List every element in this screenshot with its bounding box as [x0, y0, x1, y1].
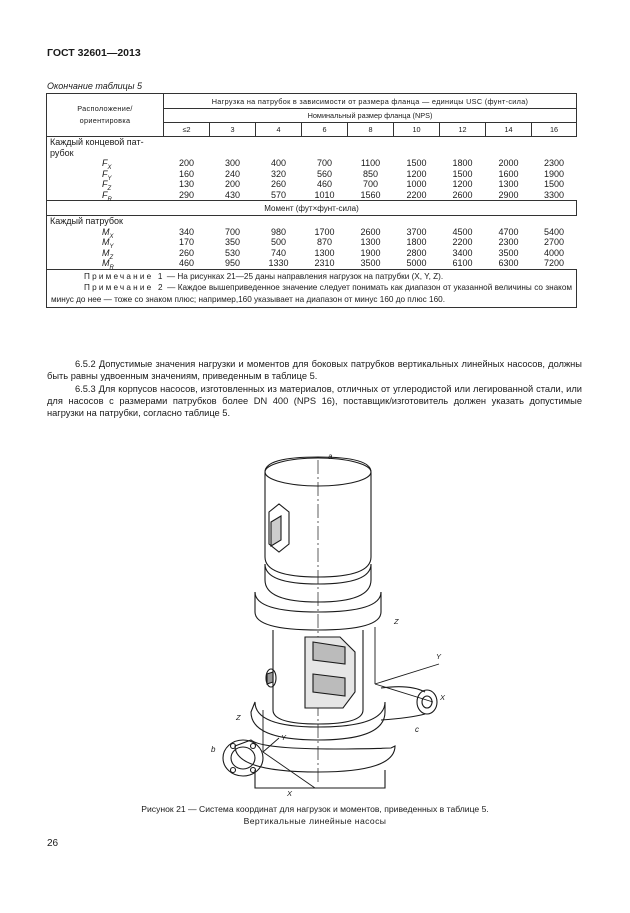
table-cell: 2310	[314, 258, 335, 268]
table-cell: 130	[178, 179, 195, 189]
value-column	[302, 137, 348, 201]
value-column	[210, 137, 256, 201]
table-cell: 2200	[452, 237, 473, 247]
table-cell: 1300	[360, 237, 381, 247]
table-cell: 2600	[452, 189, 473, 200]
flange-right	[417, 690, 437, 714]
size-cell: 4	[256, 123, 302, 137]
table-cell: 1500	[406, 158, 427, 168]
table-cell: 2800	[406, 247, 427, 258]
table-cell: 1900	[360, 247, 381, 258]
table-cell: 170	[178, 237, 195, 247]
value-column	[348, 137, 394, 201]
table-cell: 260	[270, 179, 287, 189]
size-cell: 3	[210, 123, 256, 137]
pump-figure	[195, 452, 455, 798]
value-column	[256, 137, 302, 201]
table-cell: 870	[316, 237, 333, 247]
table-cell: 950	[224, 258, 241, 268]
moment-group-row	[47, 216, 577, 270]
value-column	[302, 216, 348, 270]
value-column	[256, 216, 302, 270]
location-header: Расположение/ ориентировка	[47, 94, 164, 137]
table-cell: 2200	[406, 189, 427, 200]
table-cell: 200	[178, 158, 195, 168]
table-cell: 320	[270, 168, 287, 179]
table-cell: 850	[362, 168, 379, 179]
table-cell: 1900	[544, 168, 565, 179]
row-symbol: $F_Y$	[102, 168, 112, 182]
table-cell: 4500	[452, 226, 473, 237]
size-cell: 16	[532, 123, 577, 137]
table-cell: 2000	[498, 158, 519, 168]
table-cell: 980	[270, 226, 287, 237]
axis-y-2: Y	[281, 733, 287, 742]
value-column	[210, 216, 256, 270]
table-cell: 500	[270, 237, 287, 247]
table-cell: 160	[178, 168, 195, 179]
value-column	[532, 216, 577, 270]
size-cell: 10	[394, 123, 440, 137]
axis-x-2: X	[287, 789, 293, 798]
load-header: Нагрузка на патрубок в зависимости от размера фланца — единицы USC (фунт-сила)	[164, 94, 577, 109]
document-header: ГОСТ 32601—2013	[47, 47, 141, 59]
axis-z-2: Z	[236, 713, 241, 722]
table-cell: 5400	[544, 226, 565, 237]
table-cell: 6300	[498, 258, 519, 268]
table-cell: 340	[178, 226, 195, 237]
row-symbol: $M_R$	[102, 258, 114, 271]
table-cell: 560	[316, 168, 333, 179]
table-cell: 7200	[544, 258, 565, 268]
size-cell: 14	[486, 123, 532, 137]
table-cell: 4700	[498, 226, 519, 237]
table-cell: 1010	[314, 189, 335, 200]
value-column	[532, 137, 577, 201]
label-c: c	[415, 725, 419, 734]
value-column	[394, 216, 440, 270]
flange-left	[223, 740, 263, 776]
row-symbol: $M_Y$	[102, 237, 114, 250]
value-column	[164, 137, 210, 201]
table-cell: 1330	[268, 258, 289, 268]
size-cell: 12	[440, 123, 486, 137]
nps-header: Номинальный размер фланца (NPS)	[164, 109, 577, 123]
figure-subcaption: Вертикальные линейные насосы	[243, 816, 387, 826]
table-cell: 700	[362, 179, 379, 189]
force_group-labels: Каждый концевой пат- рубок $F_X$ $F_Y$ $F_Z$ $F_R$	[47, 137, 164, 201]
table-notes	[47, 269, 577, 308]
note-1: Примечание 1 — На рисунках 21—25 даны направления нагрузок на патрубки (X, Y, Z).	[84, 271, 444, 281]
table-cell: 1000	[406, 179, 427, 189]
axis-y-1: Y	[436, 652, 442, 661]
table-cell: 2600	[360, 226, 381, 237]
table-cell: 3500	[498, 247, 519, 258]
table-cell: 290	[178, 189, 195, 200]
table-cell: 5000	[406, 258, 427, 268]
value-column	[486, 216, 532, 270]
table-cell: 700	[316, 158, 333, 168]
figure-caption: Рисунок 21 — Система координат для нагрузок и моментов, приведенных в таблице 5.	[141, 804, 489, 814]
table-cell: 1100	[360, 158, 381, 168]
table-cell: 3400	[452, 247, 473, 258]
table-cell: 4000	[544, 247, 565, 258]
row-symbol: $F_R$	[102, 189, 112, 203]
table-cell: 2300	[544, 158, 565, 168]
table-cell: 1300	[314, 247, 335, 258]
table-cell: 1800	[452, 158, 473, 168]
moment_group-labels: Каждый патрубок $M_X$ $M_Y$ $M_Z$ $M_R$	[47, 216, 164, 270]
table-cell: 1700	[314, 226, 335, 237]
row-symbol: $F_Z$	[102, 179, 112, 192]
table-cell: 2700	[544, 237, 565, 247]
table-cell: 6100	[452, 258, 473, 268]
table-5	[46, 93, 577, 308]
table-caption: Окончание таблицы 5	[47, 81, 142, 91]
table-cell: 240	[224, 168, 241, 179]
value-column	[164, 216, 210, 270]
table-cell: 1500	[452, 168, 473, 179]
table-cell: 430	[224, 189, 241, 200]
table-cell: 1300	[498, 179, 519, 189]
table-cell: 700	[224, 226, 241, 237]
table-cell: 3500	[360, 258, 381, 268]
note-2: Примечание 2 — Каждое вышеприведенное значение следует понимать как диапазон от указанной величины со знаком минус до нее — тоже со знаком плюс; например,160 указывает на диапазон от минус 160 до плюс 160.	[51, 283, 573, 304]
table-cell: 740	[270, 247, 287, 258]
table-cell: 400	[270, 158, 287, 168]
table-cell: 1200	[406, 168, 427, 179]
page-number: 26	[47, 838, 59, 849]
label-a: a	[328, 452, 333, 461]
table-cell: 460	[178, 258, 195, 268]
axis-z-1: Z	[394, 617, 399, 626]
table-cell: 2900	[498, 189, 519, 200]
table-cell: 1500	[544, 179, 565, 189]
paragraph-6-5-2: 6.5.2 Допустимые значения нагрузки и моментов для боковых патрубков вертикальных линейных насосов, должны быть равны удвоенным значениям, приведенным в таблице 5.	[47, 359, 582, 381]
table-cell: 530	[224, 247, 241, 258]
table-cell: 1560	[360, 189, 381, 200]
table-cell: 3700	[406, 226, 427, 237]
table-cell: 570	[270, 189, 287, 200]
pump-casing	[235, 740, 395, 772]
size-cell: 6	[302, 123, 348, 137]
moment-header: Момент (фут×фунт-сила)	[47, 201, 577, 216]
table-cell: 3300	[544, 189, 565, 200]
value-column	[440, 216, 486, 270]
size-cell: 8	[348, 123, 394, 137]
label-b: b	[211, 745, 216, 754]
value-column	[440, 137, 486, 201]
row-symbol: $M_Z$	[102, 247, 114, 261]
table-cell: 300	[224, 158, 241, 168]
table-cell: 200	[224, 179, 241, 189]
table-cell: 350	[224, 237, 241, 247]
value-column	[348, 216, 394, 270]
table-cell: 1600	[498, 168, 519, 179]
table-cell: 1200	[452, 179, 473, 189]
table-cell: 2300	[498, 237, 519, 247]
row-symbol: $F_X$	[102, 158, 112, 171]
value-column	[394, 137, 440, 201]
row-symbol: $M_X$	[102, 226, 114, 240]
axis-x-1: X	[440, 693, 446, 702]
table-cell: 460	[316, 179, 333, 189]
table-cell: 260	[178, 247, 195, 258]
table-cell: 1800	[406, 237, 427, 247]
size-cell: ≤2	[164, 123, 210, 137]
value-column	[486, 137, 532, 201]
force-group-row	[47, 137, 577, 201]
paragraph-6-5-3: 6.5.3 Для корпусов насосов, изготовленных из материалов, отличных от углеродистой или легированной стали, или для насосов с размерами патрубков более DN 400 (NPS 16), поставщик/изготовитель должен указать допустимые нагрузки на патрубки, согласно таблице 5.	[47, 384, 582, 418]
